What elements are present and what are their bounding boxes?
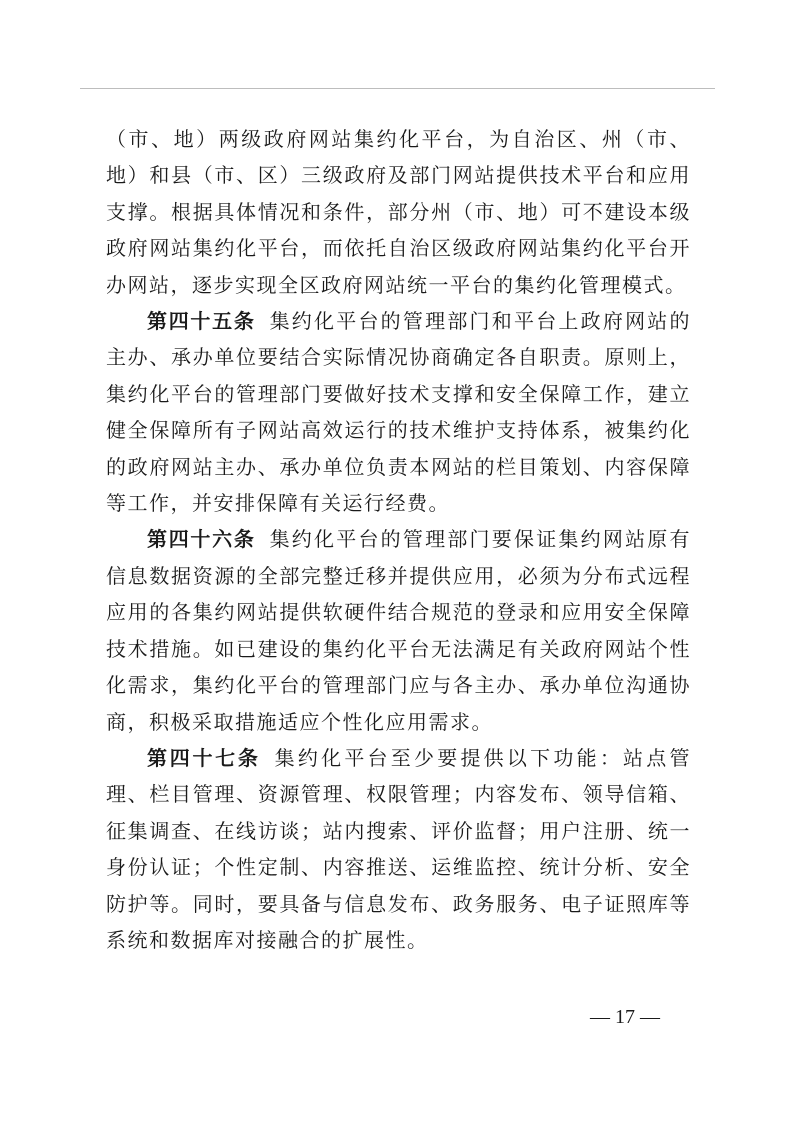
article-title: 第四十七条 <box>147 745 261 770</box>
paragraph-continuation <box>106 121 691 303</box>
article-text: 集约化平台至少要提供以下功能：站点管理、栏目管理、资源管理、权限管理；内容发布、领导信箱、征集调查、在线访谈；站内搜索、评价监督；用户注册、统一身份认证；个性定制、内容推送、运维监控、统计分析、安全防护等。同时，要具备与信息发布、政务服务、电子证照库等系统和数据库对接融合的扩展性。 <box>106 745 692 952</box>
article-47 <box>106 740 691 958</box>
page-number: — 17 — <box>590 1006 660 1028</box>
header-rule <box>80 88 715 89</box>
paragraph-text: （市、地）两级政府网站集约化平台，为自治区、州（市、地）和县（市、区）三级政府及部门网站提供技术平台和应用支撑。根据具体情况和条件，部分州（市、地）可不建设本级政府网站集约化平台，而依托自治区级政府网站集约化平台开办网站，逐步实现全区政府网站统一平台的集约化管理模式。 <box>106 127 691 297</box>
article-title: 第四十六条 <box>147 527 256 552</box>
article-text: 集约化平台的管理部门和平台上政府网站的主办、承办单位要结合实际情况协商确定各自职责。原则上，集约化平台的管理部门要做好技术支撑和安全保障工作，建立健全保障所有子网站高效运行的技术维护支持体系，被集约化的政府网站主办、承办单位负责本网站的栏目策划、内容保障等工作，并安排保障有关运行经费。 <box>106 309 692 516</box>
document-body <box>106 121 691 958</box>
article-text: 集约化平台的管理部门要保证集约网站原有信息数据资源的全部完整迁移并提供应用，必须为分布式远程应用的各集约网站提供软硬件结合规范的登录和应用安全保障技术措施。如已建设的集约化平台无法满足有关政府网站个性化需求，集约化平台的管理部门应与各主办、承办单位沟通协商，积极采取措施适应个性化应用需求。 <box>106 527 692 734</box>
article-46 <box>106 521 691 739</box>
article-title: 第四十五条 <box>147 309 256 334</box>
article-45 <box>106 303 691 521</box>
